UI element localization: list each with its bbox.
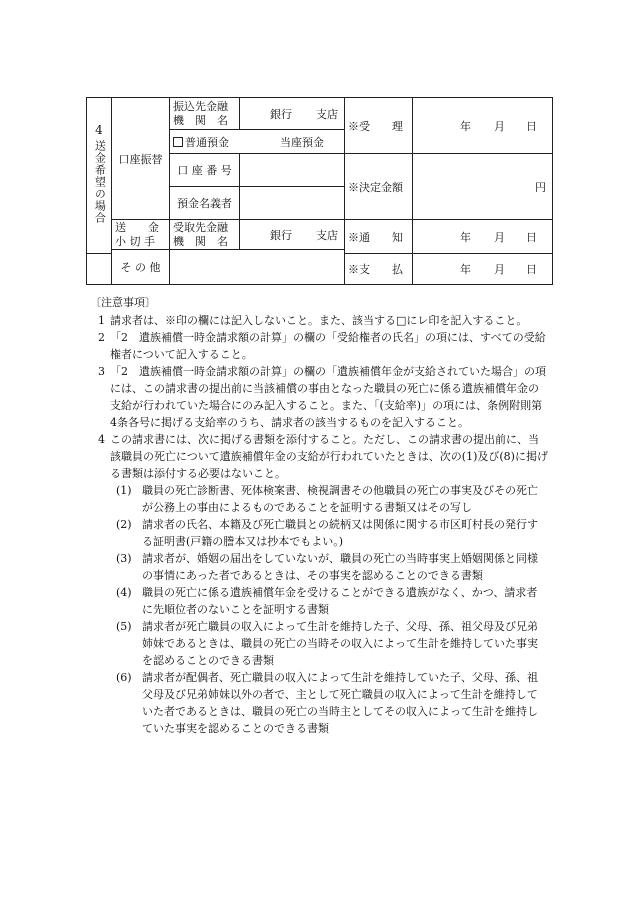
note-text: 「2 遺族補償一時金請求額の計算」の欄の「遺族補償年金が支給されていた場合」の項には、この請求書の提出前に当該補償の事由となった職員の死亡に係る遺族補償年金の支給が行われていた場合にのみ記入すること。また、「(支給率)」の項には、条例附則第4条各号に掲げる支給率のうち、請求者の該当するものを記入すること。 [110, 365, 546, 429]
note-number: 1 [98, 314, 105, 327]
year-unit: 年 [460, 263, 471, 276]
section-title-cell [87, 98, 112, 254]
section-title: 送金希望の場合 [93, 139, 107, 224]
soukin-label-line1: 送 金 [115, 220, 159, 234]
futsuu-checkbox[interactable] [173, 137, 183, 147]
touza-label: 当座預金 [280, 135, 324, 149]
meigi-field[interactable] [240, 187, 345, 220]
soukin-label-line2: 小 切 手 [115, 234, 155, 248]
note-4-item-6 [90, 669, 548, 737]
tsuchi-date-field[interactable] [413, 220, 553, 254]
meigi-label: 預金名義者 [170, 187, 240, 220]
kouza-bangou-label: 口 座 番 号 [170, 154, 240, 187]
sonota-label: そ の 他 [112, 250, 170, 285]
note-text: この請求書には、次に掲げる書類を添付すること。ただし、この請求書の提出前に、当該職員の死亡について遺族補償年金の支給が行われていたときは、次の(1)及び(8)に掲げる書類は添付する必要はないこと。 [110, 433, 548, 480]
juri-label: ※受 理 [345, 98, 413, 154]
kouza-bangou-field[interactable] [240, 154, 345, 187]
month-unit: 月 [494, 119, 505, 133]
note-text: 「2 遺族補償一時金請求額の計算」の欄の「受給権者の氏名」の項には、すべての受給権者について記入すること。 [110, 331, 546, 361]
uketori-label [170, 220, 240, 250]
item-number: (5) [116, 620, 132, 633]
uketori-label-line2: 機 関 名 [173, 234, 228, 248]
year-unit: 年 [460, 230, 471, 244]
section-number: 4 [95, 122, 103, 137]
day-unit: 日 [526, 119, 537, 133]
note-2 [90, 329, 548, 363]
notes-section [90, 294, 548, 737]
uketori-label-line1: 受取先金融 [173, 220, 228, 234]
year-unit: 年 [460, 119, 471, 133]
month-unit: 月 [494, 263, 505, 276]
item-text: 請求者が、婚姻の届出をしていないが、職員の死亡の当時事実上婚姻関係と同様の事情にあった者であるときは、その事実を認めることのできる書類 [142, 552, 538, 582]
day-unit: 日 [526, 263, 537, 276]
branch-suffix: 支店 [316, 228, 338, 242]
bank-suffix: 銀行 [270, 107, 292, 121]
note-1 [90, 312, 548, 329]
shiharai-label: ※支 払 [345, 254, 413, 285]
note-4 [90, 431, 548, 482]
soukin-label [112, 220, 170, 250]
kettei-amount-field[interactable] [413, 154, 553, 220]
note-4-item-1 [90, 482, 548, 516]
uketori-bank-field[interactable] [240, 220, 345, 250]
note-text: 請求者は、※印の欄には記入しないこと。また、該当する□にレ印を記入すること。 [110, 314, 528, 327]
kouza-furikae-label: 口座振替 [112, 98, 170, 220]
furikomisaki-label-line1: 振込先金融 [173, 99, 228, 113]
note-number: 4 [98, 433, 105, 446]
notes-heading: 〔注意事項〕 [90, 296, 156, 309]
kettei-label: ※決定金額 [345, 154, 413, 220]
item-text: 職員の死亡に係る遺族補償年金を受けることができる遺族がなく、かつ、請求者に先順位者のないことを証明する書類 [142, 586, 538, 616]
item-text: 請求者の氏名、本籍及び死亡職員との続柄又は関係に関する市区町村長の発行する証明書(戸籍の謄本又は抄本でもよい。) [142, 518, 538, 548]
tsuchi-label: ※通 知 [345, 220, 413, 254]
note-4-item-2 [90, 516, 548, 550]
juri-date-field[interactable] [413, 98, 553, 154]
month-unit: 月 [494, 230, 505, 244]
note-number: 3 [98, 365, 105, 378]
note-4-item-4 [90, 584, 548, 618]
note-4-item-5 [90, 618, 548, 669]
day-unit: 日 [526, 230, 537, 244]
yen-unit: 円 [535, 180, 546, 194]
furikomisaki-bank-field[interactable] [240, 98, 345, 130]
item-text: 請求者が配偶者、死亡職員の収入によって生計を維持していた子、父母、孫、祖父母及び兄弟姉妹以外の者で、主として死亡職員の収入によって生計を維持していた者であるときは、職員の死亡の当時主としてその収入によって生計を維持していた事実を認めることのできる書類 [142, 671, 538, 735]
furikomisaki-label [170, 98, 240, 130]
note-4-item-3 [90, 550, 548, 584]
item-number: (6) [116, 671, 132, 684]
note-3 [90, 363, 548, 431]
item-text: 請求者が死亡職員の収入によって生計を維持した子、父母、孫、祖父母及び兄弟姉妹であるときは、職員の死亡の当時その収入によって生計を維持していた事実を認めることのできる書類 [142, 620, 538, 667]
branch-suffix: 支店 [316, 107, 338, 121]
furikomisaki-label-line2: 機 関 名 [173, 113, 228, 127]
item-number: (2) [116, 518, 132, 531]
item-number: (3) [116, 552, 132, 565]
blank-section-cell [87, 254, 112, 285]
item-number: (1) [116, 484, 132, 497]
note-number: 2 [98, 331, 105, 344]
shiharai-date-field[interactable] [413, 254, 553, 285]
item-text: 職員の死亡診断書、死体検案書、検視調書その他職員の死亡の事実及びその死亡が公務上の事由によるものであることを証明する書類又はその写し [142, 484, 538, 514]
futsuu-label: 普通預金 [185, 135, 229, 149]
remittance-table [86, 97, 553, 285]
sonota-field[interactable] [170, 250, 345, 285]
bank-suffix: 銀行 [270, 228, 292, 242]
account-type-cell [170, 130, 345, 154]
item-number: (4) [116, 586, 132, 599]
